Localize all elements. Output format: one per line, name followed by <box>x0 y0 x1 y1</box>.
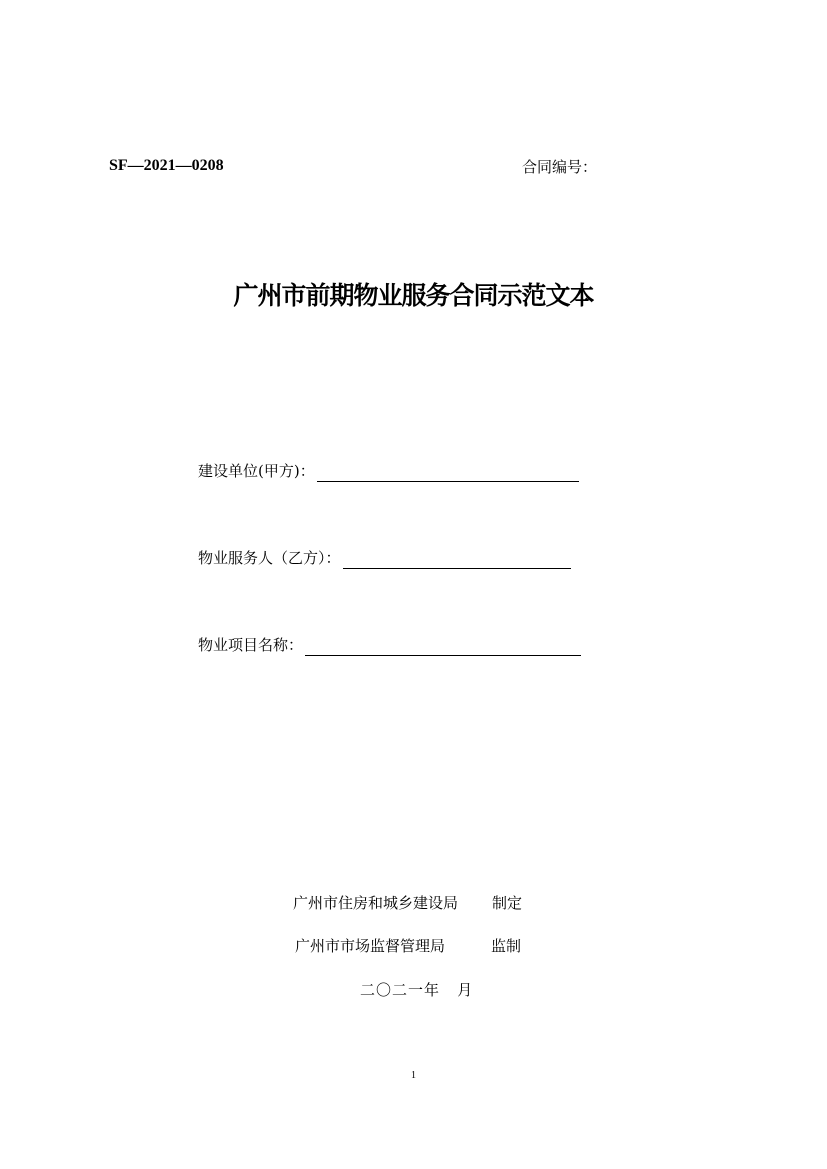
issuer-row <box>295 935 521 957</box>
party-b-field <box>198 547 571 569</box>
issuer-org: 广州市住房和城乡建设局 <box>293 894 459 912</box>
party-a-blank <box>317 463 579 482</box>
issuer-row <box>293 892 522 914</box>
party-b-label: 物业服务人（乙方）： <box>198 549 341 567</box>
party-a-field <box>198 460 579 482</box>
contract-number-label: 合同编号： <box>522 158 598 176</box>
issuer-role: 监制 <box>491 937 522 955</box>
issuer-org: 广州市市场监督管理局 <box>295 937 446 955</box>
party-a-label: 建设单位(甲方)： <box>198 462 315 480</box>
issue-date: 二〇二一年 月 <box>360 981 474 999</box>
issuer-role: 制定 <box>492 894 523 912</box>
project-name-field <box>198 634 581 656</box>
project-name-blank <box>305 637 581 656</box>
page-title: 广州市前期物业服务合同示范文本 <box>233 281 594 310</box>
document-code: SF—2021—0208 <box>109 157 224 174</box>
project-name-label: 物业项目名称： <box>198 636 304 654</box>
party-b-blank <box>343 550 571 569</box>
page-number: 1 <box>411 1070 416 1081</box>
